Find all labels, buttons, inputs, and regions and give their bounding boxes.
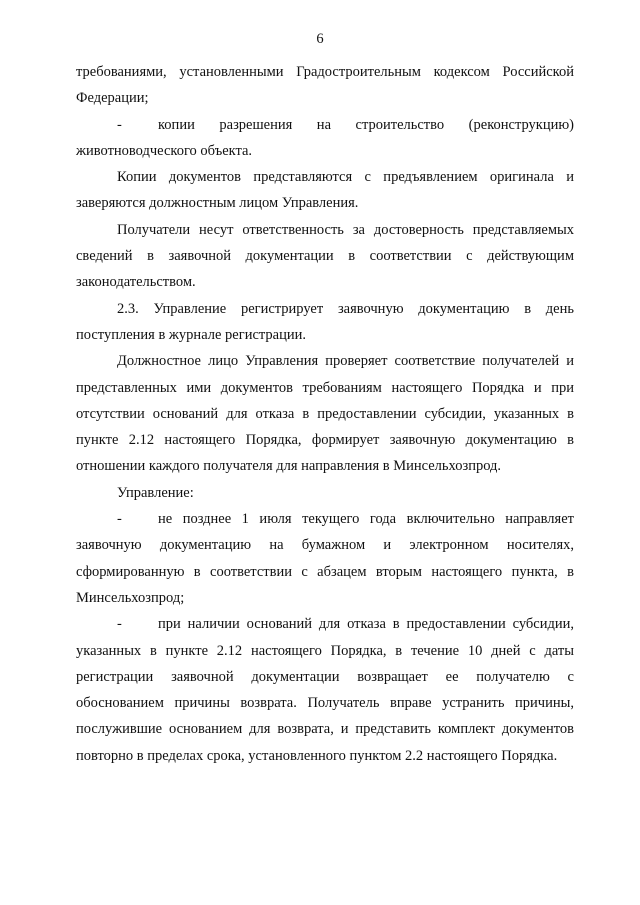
paragraph-5-text: 2.3. Управление регистрирует заявочную документацию в день поступления в журнале регистрации.: [76, 300, 574, 343]
list-item-text: не позднее 1 июля текущего года включительно направляет заявочную документацию на бумажном и электронном носителях, сформированную в соответствии с абзацем вторым настоящего пункта, в Минсельхозпрод;: [76, 511, 574, 606]
list-item-text: копии разрешения на строительство (реконструкцию) животноводческого объекта.: [76, 116, 574, 159]
paragraph-5: [76, 296, 574, 349]
dash-marker: -: [117, 116, 122, 133]
paragraph-1-text: требованиями, установленными Градостроительным кодексом Российской Федерации;: [76, 64, 574, 107]
document-body: [76, 59, 574, 769]
paragraph-7-text: Управление:: [117, 484, 194, 501]
paragraph-7: [76, 480, 574, 506]
list-item-dash-1: [76, 112, 574, 165]
paragraph-6-text: Должностное лицо Управления проверяет соответствие получателей и представленных ими документов требованиям настоящего Порядка и при отсутствии оснований для отказа в предоставлении субсидии, указанных в пункте 2.12 настоящего Порядка, формирует заявочную документацию в отношении каждого получателя для направления в Минсельхозпрод.: [76, 353, 574, 475]
paragraph-4: [76, 217, 574, 296]
page-number: 6: [316, 31, 324, 47]
dash-marker: -: [117, 616, 122, 633]
paragraph-1: [76, 59, 574, 112]
paragraph-3: [76, 164, 574, 217]
paragraph-4-text: Получатели несут ответственность за достоверность представляемых сведений в заявочной документации в соответствии с действующим законодательством.: [76, 221, 574, 291]
paragraph-3-text: Копии документов представляются с предъявлением оригинала и заверяются должностным лицом Управления.: [76, 169, 574, 212]
list-item-dash-3: [76, 611, 574, 769]
paragraph-6: [76, 348, 574, 479]
list-item-text: при наличии оснований для отказа в предоставлении субсидии, указанных в пункте 2.12 настоящего Порядка, в течение 10 дней с даты регистрации заявочной документации возвращает ее получателю с обоснованием причины возврата. Получатель вправе устранить причины, послужившие основанием для возврата, и представить комплект документов повторно в пределах срока, установленного пунктом 2.2 настоящего Порядка.: [76, 616, 574, 764]
dash-marker: -: [117, 511, 122, 528]
list-item-dash-2: [76, 506, 574, 611]
